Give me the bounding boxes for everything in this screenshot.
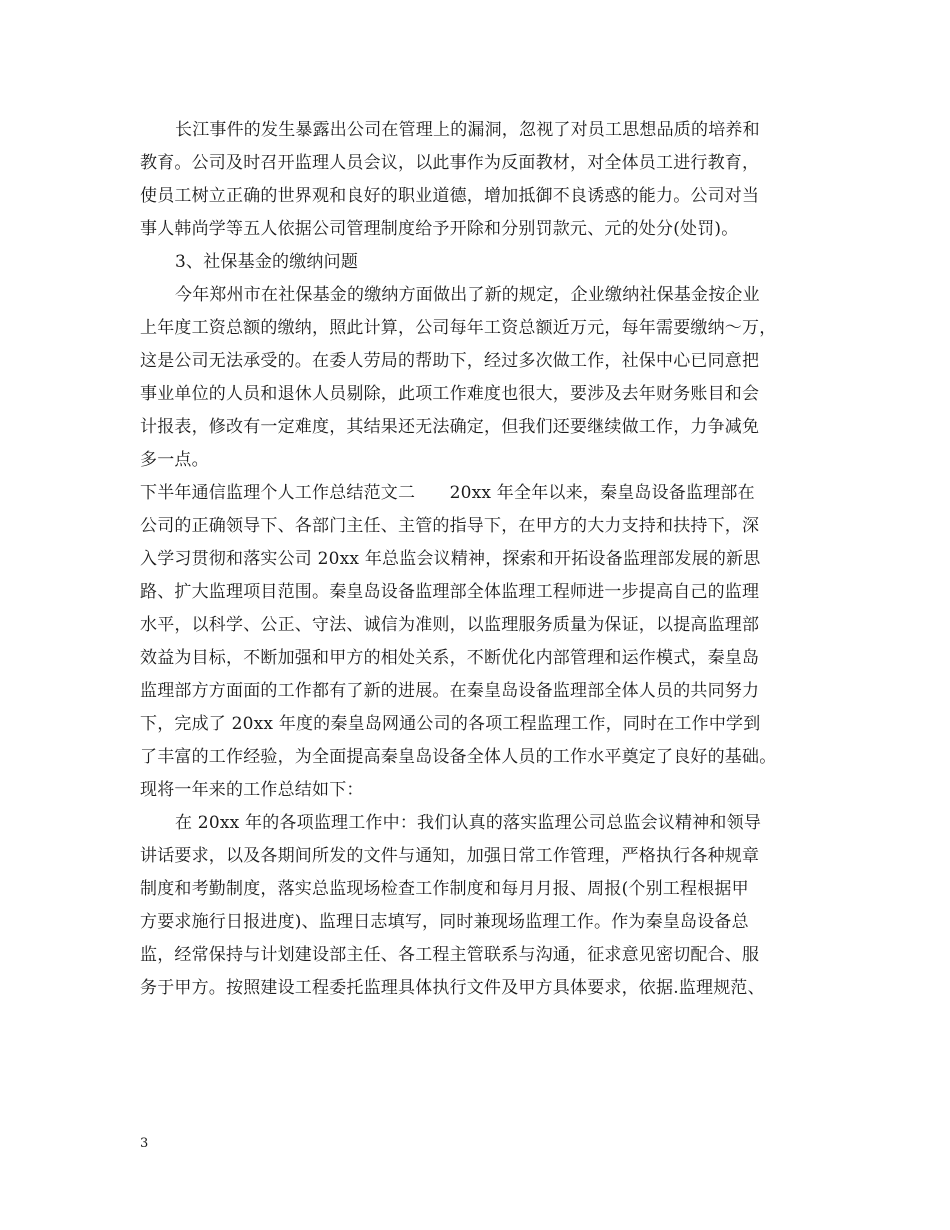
paragraph-line: 效益为目标，不断加强和甲方的相处关系，不断优化内部管理和运作模式，秦皇岛 [140,648,760,668]
paragraph-line: 事业单位的人员和退休人员剔除，此项工作难度也很大，要涉及去年财务账目和会 [140,384,760,404]
paragraph-line: 使员工树立正确的世界观和良好的职业道德，增加抵御不良诱惑的能力。公司对当 [140,186,760,206]
paragraph-line: 上年度工资总额的缴纳，照此计算，公司每年工资总额近万元，每年需要缴纳～万， [140,318,777,338]
paragraph-line: 下，完成了 20xx 年度的秦皇岛网通公司的各项工程监理工作，同时在工作中学到 [140,714,761,734]
paragraph-line: 监，经常保持与计划建设部主任、各工程主管联系与沟通，征求意见密切配合、服 [140,945,760,965]
paragraph-line: 路、扩大监理项目范围。秦皇岛设备监理部全体监理工程师进一步提高自己的监理 [140,582,760,602]
paragraph-line: 入学习贯彻和落实公司 20xx 年总监会议精神，探索和开拓设备监理部发展的新思 [140,549,761,569]
paragraph-line: 长江事件的发生暴露出公司在管理上的漏洞，忽视了对员工思想品质的培养和 [175,120,760,140]
paragraph-line: 计报表，修改有一定难度，其结果还无法确定，但我们还要继续做工作，力争减免 [140,417,760,437]
paragraph-line: 了丰富的工作经验，为全面提高秦皇岛设备全体人员的工作水平奠定了良好的基础。 [140,747,777,767]
paragraph-line: 事人韩尚学等五人依据公司管理制度给予开除和分别罚款元、元的处分(处罚)。 [140,219,739,239]
paragraph-line: 今年郑州市在社保基金的缴纳方面做出了新的规定，企业缴纳社保基金按企业 [175,285,760,305]
paragraph-line: 务于甲方。按照建设工程委托监理具体执行文件及甲方具体要求，依据.监理规范、 [140,978,765,998]
paragraph-line: 制度和考勤制度，落实总监现场检查工作制度和每月月报、周报(个别工程根据甲 [140,879,749,899]
paragraph-line: 这是公司无法承受的。在委人劳局的帮助下，经过多次做工作，社保中心已同意把 [140,351,760,371]
paragraph-line: 下半年通信监理个人工作总结范文二 20xx 年全年以来，秦皇岛设备监理部在 [140,483,755,503]
document-body [140,114,830,1005]
paragraph-line: 水平，以科学、公正、守法、诚信为准则，以监理服务质量为保证，以提高监理部 [140,615,760,635]
paragraph-line: 多一点。 [140,450,209,470]
section-heading: 3、社保基金的缴纳问题 [175,252,359,272]
paragraph-line: 在 20xx 年的各项监理工作中：我们认真的落实监理公司总监会议精神和领导 [175,813,762,833]
paragraph-line: 公司的正确领导下、各部门主任、主管的指导下，在甲方的大力支持和扶持下，深 [140,516,760,536]
paragraph-line: 现将一年来的工作总结如下： [140,780,364,800]
paragraph-line: 方要求施行日报进度)、监理日志填写，同时兼现场监理工作。作为秦皇岛设备总 [140,912,749,932]
paragraph-line: 讲话要求，以及各期间所发的文件与通知，加强日常工作管理，严格执行各种规章 [140,846,760,866]
paragraph-line: 监理部方方面面的工作都有了新的进展。在秦皇岛设备监理部全体人员的共同努力 [140,681,760,701]
page-number: 3 [140,1136,149,1151]
paragraph-line: 教育。公司及时召开监理人员会议，以此事作为反面教材，对全体员工进行教育， [140,153,760,173]
